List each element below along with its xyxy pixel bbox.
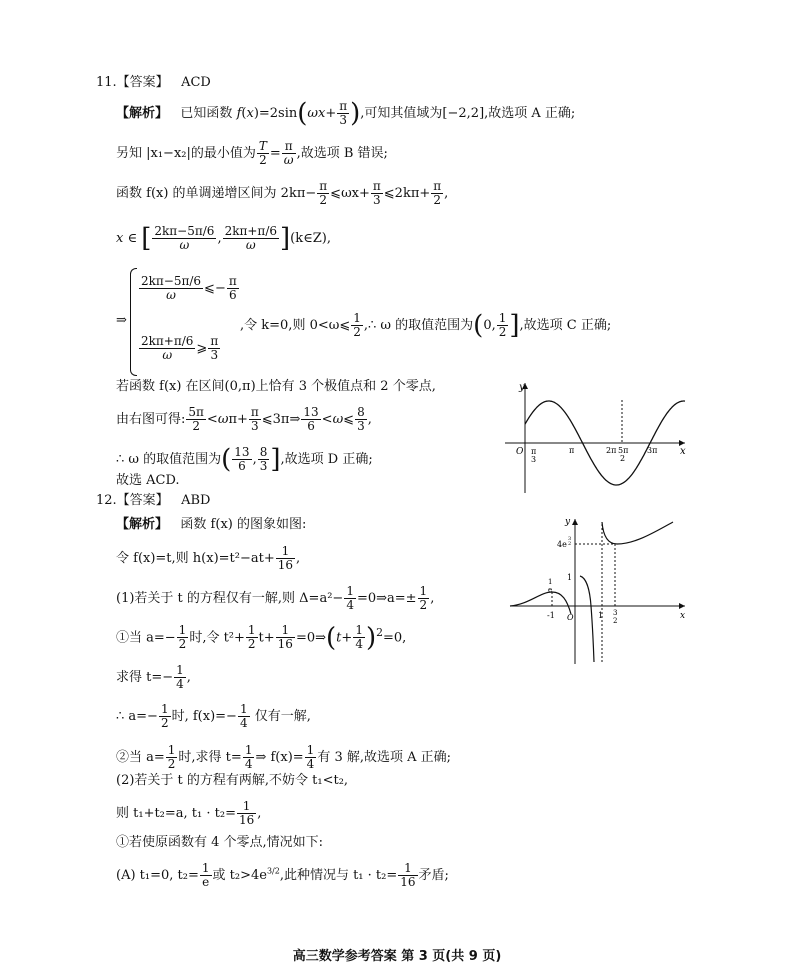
graph2-x-label: x <box>680 611 686 621</box>
q12-line9: 则 t₁+t₂=a, t₁ · t₂= $\frac{1}{16}$ , <box>116 799 262 827</box>
graph2-one-right: 1 <box>598 611 604 620</box>
graph2-32-den: 2 <box>613 617 618 625</box>
q12-line7-c: ⇒ f(x)= <box>255 750 304 765</box>
graph2-4e: 4e <box>557 540 567 549</box>
graph2-middle-branch <box>580 576 594 662</box>
q11-line1: 【解析】 已知函数 f(x)=2sin(ωx+ $\frac{\pi}{3}$ ),可知其值域为[−2,2],故选项 A 正确; <box>116 98 576 129</box>
graph2-32-num: 3 <box>613 609 618 617</box>
q12-line4-d: =0⇒ <box>295 630 327 646</box>
q11-line4: x ∈ [ $\frac{2k\pi-5\pi/6}{\omega}$ , $\frac{2k\pi+\pi/6}{\omega}$ ](k∈Z), <box>116 223 331 254</box>
graph2-y-label: y <box>565 517 571 527</box>
sine-graph <box>495 378 695 496</box>
q12-line11: (A) t₁=0, t₂= $\frac{1}{e}$ 或 $t_2>4e^{3/2}$,此种情况与 t₁ · t₂= $\frac{1}{16}$ 矛盾; <box>116 861 449 889</box>
implies-symbol: ⇒ <box>116 313 127 328</box>
q12-line7-d: 有 3 解,故选项 A 正确; <box>317 750 452 765</box>
q12-analysis-label: 【解析】 <box>116 517 169 532</box>
q11-ineq2: $\frac{2k\pi+\pi/6}{\omega}$ ⩾ $\frac{\pi}{3}$ <box>141 334 219 362</box>
q12-answer-label: 12.【答案】 <box>96 493 169 508</box>
q11-answer: ACD <box>181 75 211 90</box>
q12-line6: ∴ a=− $\frac{1}{2}$ 时, f(x)=− $\frac{1}{4}$ 仅有一解, <box>116 702 311 730</box>
q12-line5: 求得 t=− $\frac{1}{4}$ , <box>116 663 191 691</box>
q12-line11-c: ,此种情况与 t₁ · t₂= <box>279 868 398 883</box>
graph2-left-branch <box>510 592 571 614</box>
graph1-y-label: y <box>519 382 525 393</box>
graph2-minus-one: -1 <box>547 611 555 620</box>
q12-line7-a: ②当 a= <box>116 750 165 765</box>
q11-line5: ,令 k=0,则 0<ω⩽ $\frac{1}{2}$ ,∴ ω 的取值范围为(0, $\frac{1}{2}$ ],故选项 C 正确; <box>240 310 612 341</box>
q11-line8-text: ∴ ω 的取值范围为 <box>116 452 222 467</box>
q12-answer-line <box>96 492 210 510</box>
graph1-pi3: π <box>531 447 537 456</box>
q11-answer-label: 11.【答案】 <box>96 75 169 90</box>
q12-line6-a: ∴ a=− <box>116 709 158 724</box>
q11-line8: ∴ ω 的取值范围为( $\frac{13}{6}$ , $\frac{8}{3}$ ],故选项 D 正确; <box>116 444 373 475</box>
q12-line10: ①若使原函数有 4 个零点,情况如下: <box>116 835 324 850</box>
q11-line3-b: ⩽ωx+ <box>330 186 370 201</box>
q11-line8-tail: ,故选项 D 正确; <box>280 452 373 467</box>
q12-line1-text: 函数 f(x) 的图象如图: <box>180 517 307 532</box>
q11-line2: 另知 |x₁−x₂|的最小值为 $\frac{T}{2}$ = $\frac{\pi}{\omega}$ ,故选项 B 错误; <box>116 139 388 167</box>
q12-line8: (2)若关于 t 的方程有两解,不妨令 t₁<t₂, <box>116 773 349 788</box>
graph1-pi: π <box>569 446 575 455</box>
graph1-3pi: 3π <box>647 446 658 455</box>
q11-answer-line <box>96 74 211 92</box>
q12-line11-b: 或 t₂>4e <box>212 868 267 883</box>
q11-line9: 故选 ACD. <box>116 473 180 488</box>
q11-line2-text: 另知 |x₁−x₂|的最小值为 <box>116 146 256 161</box>
graph1-2pi: 2π <box>606 446 617 455</box>
piecewise-graph <box>505 514 690 666</box>
graph2-1e-den: e <box>548 586 553 594</box>
q12-line6-b: 时, f(x)=− <box>171 709 237 724</box>
q11-ineq1: $\frac{2k\pi-5\pi/6}{\omega}$ ⩽− $\frac{\pi}{6}$ <box>141 274 237 302</box>
q11-line3-c: ⩽2kπ+ <box>383 186 431 201</box>
graph2-x-arrow <box>679 603 685 609</box>
q11-line1-text: 已知函数 <box>180 106 233 121</box>
q11-line4-tail: (k∈Z), <box>290 231 331 246</box>
q12-line2-text: 令 f(x)=t,则 h(x)=t²−at+ <box>116 551 275 566</box>
q12-line2: 令 f(x)=t,则 h(x)=t²−at+ $\frac{1}{16}$ , <box>116 544 301 572</box>
q12-line4-a: ①当 a=− <box>116 630 176 646</box>
q11-line1-tail: ,可知其值域为[−2,2],故选项 A 正确; <box>360 106 576 121</box>
q12-line6-c: 仅有一解, <box>254 709 311 724</box>
graph2-1e-num: 1 <box>548 578 553 586</box>
q11-line7: 由右图可得: $\frac{5\pi}{2}$ <ωπ+ $\frac{\pi}{3}$ ⩽3π⇒ $\frac{13}{6}$ <ω⩽ $\frac{8}{3}$ , <box>116 405 372 433</box>
graph1-5pid: 2 <box>620 454 626 463</box>
q11-line3-text: 函数 f(x) 的单调递增区间为 2kπ− <box>116 186 317 201</box>
q12-line11-a: (A) t₁=0, t₂= <box>116 868 199 883</box>
q11-line7-text: 由右图可得: <box>116 412 186 427</box>
q12-line3: (1)若关于 t 的方程仅有一解,则 Δ=a²− $\frac{1}{4}$ =0⇒a=± $\frac{1}{2}$ , <box>116 584 435 612</box>
system-brace <box>130 268 137 376</box>
q12-line11-d: 矛盾; <box>418 868 449 883</box>
graph1-origin: O <box>516 447 524 457</box>
graph1-pi3d: 3 <box>531 455 537 464</box>
page-footer: 高三数学参考答案 第 3 页(共 9 页) <box>292 949 502 964</box>
q12-line4: ①当 a=− $\frac{1}{2}$ 时,令 t²+ $\frac{1}{2}$ t+ $\frac{1}{16}$ =0⇒(t+ $\frac{1}{4}$ )$^2$=0, <box>116 622 407 653</box>
q12-line4-c: t+ <box>258 630 275 646</box>
graph2-4e-expd: 2 <box>568 541 572 547</box>
q12-line4-b: 时,令 t²+ <box>189 630 245 646</box>
q11-line3: 函数 f(x) 的单调递增区间为 2kπ− $\frac{\pi}{2}$ ⩽ωx+ $\frac{\pi}{3}$ ⩽2kπ+ $\frac{\pi}{2}$ , <box>116 179 449 207</box>
graph2-y-arrow <box>572 519 578 525</box>
graph2-right-branch <box>602 522 673 544</box>
graph2-4e-exp: 3 <box>568 536 572 542</box>
graph2-one: 1 <box>567 573 573 582</box>
graph2-origin: O <box>567 613 574 622</box>
q11-line6: 若函数 f(x) 在区间(0,π)上恰有 3 个极值点和 2 个零点, <box>116 379 436 394</box>
q12-line9-text: 则 t₁+t₂=a, t₁ · t₂= <box>116 806 236 821</box>
q12-line7: ②当 a= $\frac{1}{2}$ 时,求得 t= $\frac{1}{4}$ ⇒ f(x)= $\frac{1}{4}$ 有 3 解,故选项 A 正确; <box>116 743 452 771</box>
q12-answer: ABD <box>181 493 211 508</box>
q11-line5-mid: ,令 k=0,则 0<ω⩽ <box>240 318 351 333</box>
q12-line7-b: 时,求得 t= <box>178 750 242 765</box>
q11-analysis-label: 【解析】 <box>116 106 169 121</box>
q12-line3-b: =0⇒a=± <box>356 591 417 606</box>
q11-line5-tail: ,∴ ω 的取值范围为 <box>363 318 474 333</box>
graph1-x-label: x <box>680 446 686 457</box>
q11-line5-end: ,故选项 C 正确; <box>519 318 612 333</box>
q12-line1 <box>116 516 306 534</box>
q12-line5-text: 求得 t=− <box>116 670 174 685</box>
graph1-5pi: 5π <box>618 446 629 455</box>
q12-line3-text: (1)若关于 t 的方程仅有一解,则 Δ=a²− <box>116 591 344 606</box>
q11-line2-tail: ,故选项 B 错误; <box>296 146 388 161</box>
